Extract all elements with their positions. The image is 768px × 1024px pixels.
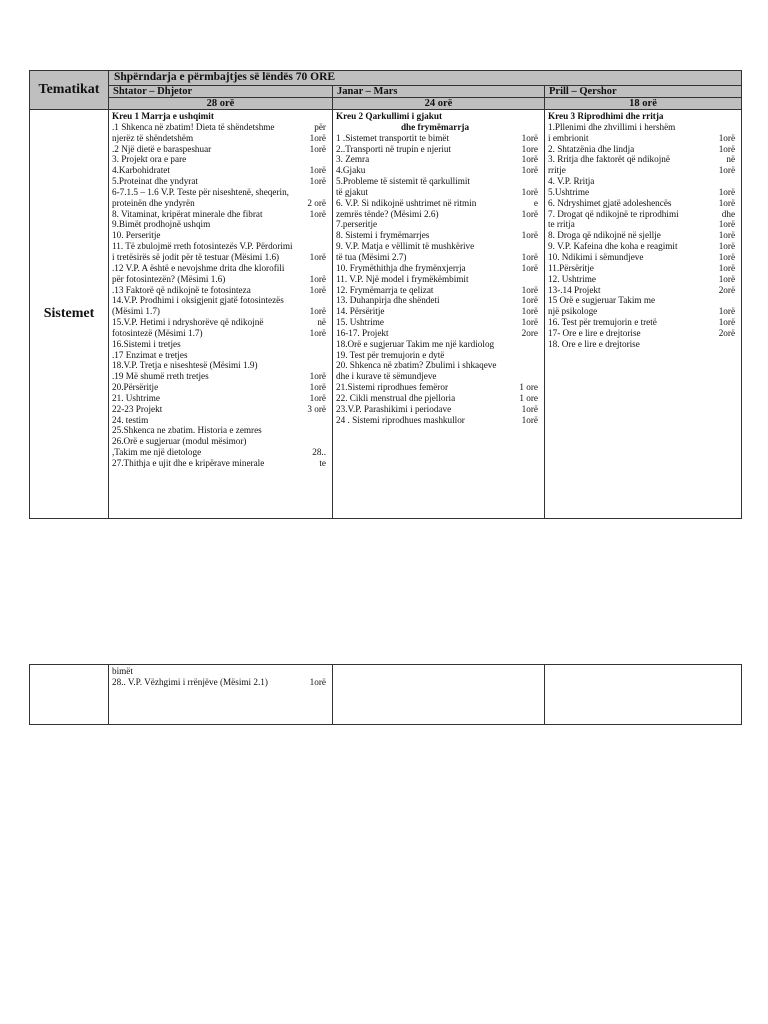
lesson-text: 4. V.P. Rritja	[548, 176, 595, 187]
lesson-hours: 1orë	[521, 414, 538, 425]
lesson-text: 21.Sistemi riprodhues femëror	[336, 382, 449, 393]
lesson-text: 6. Ndryshimet gjatë adoleshencës	[548, 197, 672, 208]
lesson-text: fotosintezë (Mësimi 1.7)	[112, 327, 203, 338]
lesson-hours: 3 orë	[307, 403, 326, 414]
lesson-line	[112, 176, 330, 187]
lesson-line	[336, 328, 542, 339]
lesson-line	[112, 328, 330, 339]
lesson-hours: 1orë	[309, 382, 326, 393]
lesson-text: 18. Ore e lire e drejtorise	[548, 338, 640, 349]
curriculum-table-continued	[29, 664, 742, 725]
lesson-line	[112, 677, 330, 688]
lesson-line	[112, 133, 330, 144]
lesson-text: 2. Shtatzënia dhe lindja	[548, 143, 635, 154]
lesson-line	[336, 295, 542, 306]
lesson-line	[548, 328, 739, 339]
lesson-hours	[322, 436, 330, 447]
lesson-text: 23.V.P. Parashikimi i periodave	[336, 403, 452, 414]
lesson-line	[548, 111, 739, 122]
lesson-text: 22-23 Projekt	[112, 403, 163, 414]
lesson-line	[112, 252, 330, 263]
lesson-text: Kreu 1 Marrja e ushqimit	[112, 111, 214, 121]
lesson-hours: 1orë	[521, 284, 538, 295]
lesson-text: 12. Frymëmarrja te qelizat	[336, 284, 434, 295]
lesson-text: 3. Projekt ora e pare	[112, 154, 187, 165]
lesson-hours: 1orë	[521, 251, 538, 262]
lesson-line	[336, 339, 542, 350]
lesson-text: 3. Zemra	[336, 154, 370, 165]
period-hours: 24 orë	[333, 98, 545, 110]
lesson-line	[112, 339, 330, 350]
lesson-line	[336, 165, 542, 176]
lesson-hours: 1orë	[309, 132, 326, 143]
empty-cell	[545, 665, 742, 725]
lesson-text: 15 Orë e sugjeruar Takim me	[548, 295, 656, 306]
lesson-text: 9. V.P. Kafeina dhe koha e reagimit	[548, 241, 678, 252]
lesson-line	[336, 209, 542, 220]
lesson-hours	[322, 263, 330, 274]
lesson-line	[548, 306, 739, 317]
lesson-line	[336, 263, 542, 274]
period-name: Prill – Qershor	[545, 86, 742, 98]
lesson-line	[336, 285, 542, 296]
lesson-hours: 1orë	[309, 273, 326, 284]
lesson-line	[112, 122, 330, 133]
lesson-hours: te	[319, 458, 326, 468]
lesson-text: 22. Cikli menstrual dhe pjelloria	[336, 392, 456, 403]
lesson-text: zemrës tënde? (Mësimi 2.6)	[336, 208, 439, 219]
lesson-line	[336, 144, 542, 155]
lesson-line	[548, 339, 739, 350]
lesson-hours	[322, 360, 330, 371]
term2-lessons	[333, 110, 545, 519]
lesson-line	[336, 198, 542, 209]
lesson-text: (Mësimi 1.7)	[112, 306, 160, 317]
lesson-text: të tua (Mësimi 2.7)	[336, 251, 407, 262]
lesson-hours	[322, 415, 330, 426]
lesson-text: 1.Pllenimi dhe zhvillimi i hershëm	[548, 121, 676, 132]
lesson-text: 4.Gjaku	[336, 165, 366, 176]
lesson-line	[548, 274, 739, 285]
lesson-hours: 1orë	[718, 273, 736, 284]
lesson-hours: 1orë	[718, 241, 736, 252]
lesson-hours: 1orë	[521, 230, 538, 241]
empty-cell	[30, 665, 109, 725]
lesson-hours: 1orë	[521, 403, 538, 414]
lesson-line	[548, 154, 739, 165]
lesson-text: 16. Test për tremujorin e tretë	[548, 317, 657, 328]
lesson-hours: 1orë	[718, 186, 736, 197]
lesson-text: 12. Ushtrime	[548, 273, 596, 284]
lesson-text: 26.Orë e sugjeruar (modul mësimor)	[112, 436, 247, 447]
lesson-text: një psikologe	[548, 306, 598, 317]
lesson-text: 1 .Sistemet transportit te bimët	[336, 132, 450, 143]
lesson-hours: e	[533, 197, 538, 208]
lesson-text: 4.Karbohidratet	[112, 165, 170, 176]
lesson-hours: 1orë	[718, 306, 736, 317]
lesson-text: ,Takim me një dietologe	[112, 447, 202, 458]
lesson-line	[548, 285, 739, 296]
lesson-line	[112, 187, 330, 198]
lesson-hours: 1orë	[309, 208, 326, 219]
period-name: Janar – Mars	[333, 86, 545, 98]
lesson-text: 7.perseritje	[336, 219, 378, 230]
lesson-text: 17- Ore e lire e drejtorise	[548, 327, 641, 338]
lesson-line	[112, 360, 330, 371]
lesson-hours: në	[317, 317, 326, 328]
lesson-hours	[322, 187, 330, 198]
lesson-line	[112, 154, 330, 165]
lesson-text: 13. Duhanpirja dhe shëndeti	[336, 295, 440, 306]
lesson-line	[548, 198, 739, 209]
lesson-line	[112, 285, 330, 296]
lesson-line	[112, 241, 330, 252]
lesson-text: 8. Sistemi i frymëmarrjes	[336, 230, 430, 241]
lesson-line	[548, 263, 739, 274]
lesson-line	[112, 144, 330, 155]
lesson-hours: 1orë	[718, 219, 736, 230]
lesson-line	[112, 306, 330, 317]
lesson-hours: 1orë	[309, 143, 326, 154]
lesson-line	[112, 415, 330, 426]
lesson-text: .1 Shkenca në zbatim! Dieta të shëndetshme	[112, 121, 275, 132]
lesson-hours	[322, 219, 330, 230]
lesson-line	[548, 241, 739, 252]
lesson-line	[336, 274, 542, 285]
lesson-hours	[534, 219, 542, 230]
lesson-hours	[731, 339, 739, 350]
lesson-text: 9.Bimët prodhojnë ushqim	[112, 219, 211, 230]
lesson-hours: 1orë	[309, 284, 326, 295]
lesson-hours: 1orë	[309, 392, 326, 403]
row-label-sistemet: Sistemet	[30, 110, 109, 519]
lesson-line	[336, 176, 542, 187]
lesson-text: bimët	[112, 666, 133, 676]
lesson-hours: për	[314, 121, 326, 132]
lesson-text: 27.Thithja e ujit dhe e kripërave minerale	[112, 458, 265, 468]
lesson-hours: 1ore	[521, 143, 538, 154]
lesson-text: 2..Transporti në trupin e njeriut	[336, 143, 452, 154]
lesson-text: për fotosintezën? (Mësimi 1.6)	[112, 273, 226, 284]
lesson-line	[336, 111, 542, 122]
lesson-text: 8. Vitaminat, kripërat minerale dhe fibrat	[112, 208, 263, 219]
lesson-hours: 1orë	[718, 317, 736, 328]
term3-lessons	[545, 110, 742, 519]
lesson-text: .12 V.P. A është e nevojshme drita dhe klorofili	[112, 262, 285, 273]
lesson-line	[548, 165, 739, 176]
lesson-line	[336, 219, 542, 230]
lesson-line	[336, 133, 542, 144]
lesson-text: 18.Orë e sugjeruar Takim me një kardiolog	[336, 338, 495, 349]
lesson-hours	[731, 122, 739, 133]
lesson-line	[336, 317, 542, 328]
lesson-text: 6. V.P. Si ndikojnë ushtrimet në ritmin	[336, 197, 477, 208]
lesson-text: 5.Probleme të sistemit të qarkullimit	[336, 176, 470, 187]
term1-lessons-continued	[109, 665, 333, 725]
lesson-line	[548, 317, 739, 328]
lesson-line	[336, 241, 542, 252]
lesson-text: 7. Drogat që ndikojnë te riprodhimi	[548, 208, 679, 219]
header-distribution-title: Shpërndarja e përmbajtjes së lëndës 70 ORE	[109, 71, 742, 86]
period-hours: 28 orë	[109, 98, 333, 110]
lesson-text: 13-.14 Projekt	[548, 284, 601, 295]
lesson-line	[112, 458, 330, 469]
lesson-line	[336, 350, 542, 361]
lesson-text: 11.Përsëritje	[548, 262, 594, 273]
lesson-hours: dhe	[721, 208, 736, 219]
lesson-hours	[534, 176, 542, 187]
lesson-text: te rritja	[548, 219, 575, 230]
lesson-hours: 1orë	[521, 132, 538, 143]
lesson-line	[336, 415, 542, 426]
lesson-text: 14. Përsëritje	[336, 306, 385, 317]
period-name: Shtator – Dhjetor	[109, 86, 333, 98]
lesson-hours	[731, 111, 739, 122]
lesson-line	[336, 122, 542, 133]
lesson-text: .2 Një dietë e baraspeshuar	[112, 143, 212, 154]
lesson-hours	[322, 230, 330, 241]
lesson-line	[336, 230, 542, 241]
lesson-line	[112, 371, 330, 382]
lesson-hours	[534, 350, 542, 361]
lesson-text: të gjakut	[336, 186, 368, 197]
lesson-hours	[322, 241, 330, 252]
lesson-hours	[322, 666, 330, 677]
lesson-text: 25.Shkenca ne zbatim. Historia e zemres	[112, 425, 262, 436]
lesson-line	[548, 144, 739, 155]
lesson-hours	[534, 274, 542, 285]
lesson-hours	[534, 371, 542, 382]
lesson-hours	[534, 360, 542, 371]
lesson-text: dhe i kurave të sëmundjeve	[336, 371, 437, 382]
lesson-line	[112, 295, 330, 306]
lesson-line	[112, 165, 330, 176]
lesson-line	[112, 198, 330, 209]
lesson-line	[336, 371, 542, 382]
lesson-line	[548, 187, 739, 198]
lesson-line	[112, 111, 330, 122]
lesson-hours: 1orë	[718, 230, 736, 241]
lesson-hours: 1orë	[309, 165, 326, 176]
lesson-line	[336, 382, 542, 393]
lesson-hours: 1orë	[309, 327, 326, 338]
lesson-hours: 1 ore	[519, 392, 538, 403]
lesson-hours	[534, 241, 542, 252]
lesson-hours: në	[726, 154, 736, 165]
lesson-text: 24. testim	[112, 414, 149, 425]
lesson-text: 11. Të zbulojmë rreth fotosintezës V.P. Përdorimi	[112, 241, 293, 252]
lesson-line	[112, 350, 330, 361]
lesson-text: i tretësirës së jodit për të testuar (Mësimi 1.6)	[112, 251, 280, 262]
lesson-text: Kreu 2 Qarkullimi i gjakut	[336, 111, 443, 121]
lesson-hours: 1orë	[718, 251, 736, 262]
lesson-hours	[731, 295, 739, 306]
lesson-line	[112, 425, 330, 436]
lesson-hours: 1orë	[309, 306, 326, 317]
lesson-hours: 28..	[312, 447, 326, 458]
lesson-hours: 1orë	[718, 143, 736, 154]
lesson-hours: 1orë	[521, 262, 538, 273]
period-hours: 18 orë	[545, 98, 742, 110]
lesson-line	[112, 666, 330, 677]
lesson-text: 9. V.P. Matja e vëllimit të mushkërive	[336, 241, 475, 252]
lesson-text: .13 Faktorë që ndikojnë te fotosinteza	[112, 284, 251, 295]
lesson-text: 28.. V.P. Vëzhgimi i rrënjëve (Mësimi 2.1)	[112, 676, 268, 687]
lesson-line	[112, 404, 330, 415]
lesson-text: 5.Ushtrime	[548, 186, 590, 197]
lesson-line	[336, 404, 542, 415]
lesson-hours	[322, 339, 330, 350]
lesson-text: 19. Test për tremujorin e dytë	[336, 349, 445, 360]
lesson-line	[112, 263, 330, 274]
empty-cell	[333, 665, 545, 725]
lesson-hours	[731, 176, 739, 187]
lesson-hours: 2ore	[521, 327, 538, 338]
lesson-line	[336, 393, 542, 404]
lesson-text: 10. Frymëthithja dhe frymënxjerrja	[336, 262, 466, 273]
lesson-line	[112, 436, 330, 447]
lesson-line	[112, 230, 330, 241]
lesson-text: 10. Perseritje	[112, 230, 161, 241]
lesson-text: dhe frymëmarrja	[400, 121, 470, 132]
lesson-text: Kreu 3 Riprodhimi dhe rritja	[548, 111, 664, 121]
lesson-line	[112, 209, 330, 220]
lesson-hours: 1orë	[521, 154, 538, 165]
lesson-hours	[322, 425, 330, 436]
lesson-line	[112, 382, 330, 393]
lesson-hours: 1orë	[521, 317, 538, 328]
lesson-text: 5.Proteinat dhe yndyrat	[112, 176, 198, 187]
lesson-text: 21. Ushtrime	[112, 392, 160, 403]
lesson-text: 3. Rritja dhe faktorët që ndikojnë	[548, 154, 670, 165]
term1-lessons	[109, 110, 333, 519]
lesson-hours: 1orë	[309, 371, 326, 382]
lesson-hours: 1orë	[521, 165, 538, 176]
lesson-hours: 1orë	[309, 676, 326, 687]
lesson-text: 14.V.P. Prodhimi i oksigjenit gjatë fotosintezës	[112, 295, 284, 306]
lesson-hours	[322, 154, 330, 165]
lesson-hours	[534, 111, 542, 122]
lesson-hours: 1orë	[309, 251, 326, 262]
lesson-text: i embrionit	[548, 132, 589, 143]
lesson-line	[548, 176, 739, 187]
lesson-hours: 1orë	[521, 208, 538, 219]
lesson-hours	[322, 111, 330, 122]
lesson-hours: 1orë	[718, 262, 736, 273]
lesson-hours: 1orë	[521, 306, 538, 317]
lesson-line	[112, 447, 330, 458]
lesson-text: 16.Sistemi i tretjes	[112, 338, 181, 349]
lesson-line	[336, 252, 542, 263]
lesson-text: rritje	[548, 165, 566, 176]
curriculum-table	[29, 70, 742, 519]
lesson-text: 15.V.P. Hetimi i ndryshorëve që ndikojnë	[112, 317, 264, 328]
lesson-text: 24 . Sistemi riprodhues mashkullor	[336, 414, 465, 425]
lesson-line	[112, 219, 330, 230]
lesson-hours: 2 orë	[307, 197, 326, 208]
header-tematikat: Tematikat	[30, 71, 109, 110]
lesson-text: 11. V.P. Një model i frymëkëmbimit	[336, 273, 469, 284]
lesson-text: 10. Ndikimi i sëmundjeve	[548, 251, 644, 262]
lesson-hours: 1orë	[718, 165, 736, 176]
lesson-text: njerëz të shëndetshëm	[112, 132, 194, 143]
lesson-hours	[534, 122, 542, 133]
lesson-text: 15. Ushtrime	[336, 317, 384, 328]
lesson-hours: 1orë	[309, 176, 326, 187]
lesson-line	[336, 154, 542, 165]
lesson-line	[548, 252, 739, 263]
lesson-hours: 1orë	[521, 295, 538, 306]
lesson-line	[336, 306, 542, 317]
lesson-text: 20.Përsëritje	[112, 382, 159, 393]
lesson-hours: 1 ore	[519, 382, 538, 393]
lesson-line	[548, 209, 739, 220]
lesson-line	[548, 219, 739, 230]
lesson-text: 6-7.1.5 – 1.6 V.P. Teste për niseshtenë, sheqerin,	[112, 186, 289, 197]
lesson-hours: 1orë	[718, 132, 736, 143]
lesson-text: .17 Enzimat e tretjes	[112, 349, 188, 360]
lesson-text: 16-17. Projekt	[336, 327, 389, 338]
lesson-line	[112, 274, 330, 285]
lesson-hours: 2orë	[718, 284, 736, 295]
lesson-hours: 1orë	[718, 197, 736, 208]
lesson-line	[548, 122, 739, 133]
lesson-line	[112, 317, 330, 328]
lesson-hours: 1orë	[521, 186, 538, 197]
lesson-text: 8. Droga që ndikojnë në sjellje	[548, 230, 661, 241]
lesson-text: 20. Shkenca në zbatim? Zbulimi i shkaqeve	[336, 360, 497, 371]
lesson-line	[336, 360, 542, 371]
lesson-hours	[322, 350, 330, 361]
lesson-hours: 2orë	[718, 327, 736, 338]
lesson-line	[548, 230, 739, 241]
lesson-text: 18.V.P. Tretja e niseshtesë (Mësimi 1.9)	[112, 360, 258, 371]
lesson-line	[336, 187, 542, 198]
lesson-hours	[534, 339, 542, 350]
lesson-hours	[322, 295, 330, 306]
lesson-text: .19 Më shumë rreth tretjes	[112, 371, 209, 382]
lesson-text: proteinën dhe yndyrën	[112, 197, 195, 208]
lesson-line	[548, 133, 739, 144]
lesson-line	[112, 393, 330, 404]
lesson-line	[548, 295, 739, 306]
